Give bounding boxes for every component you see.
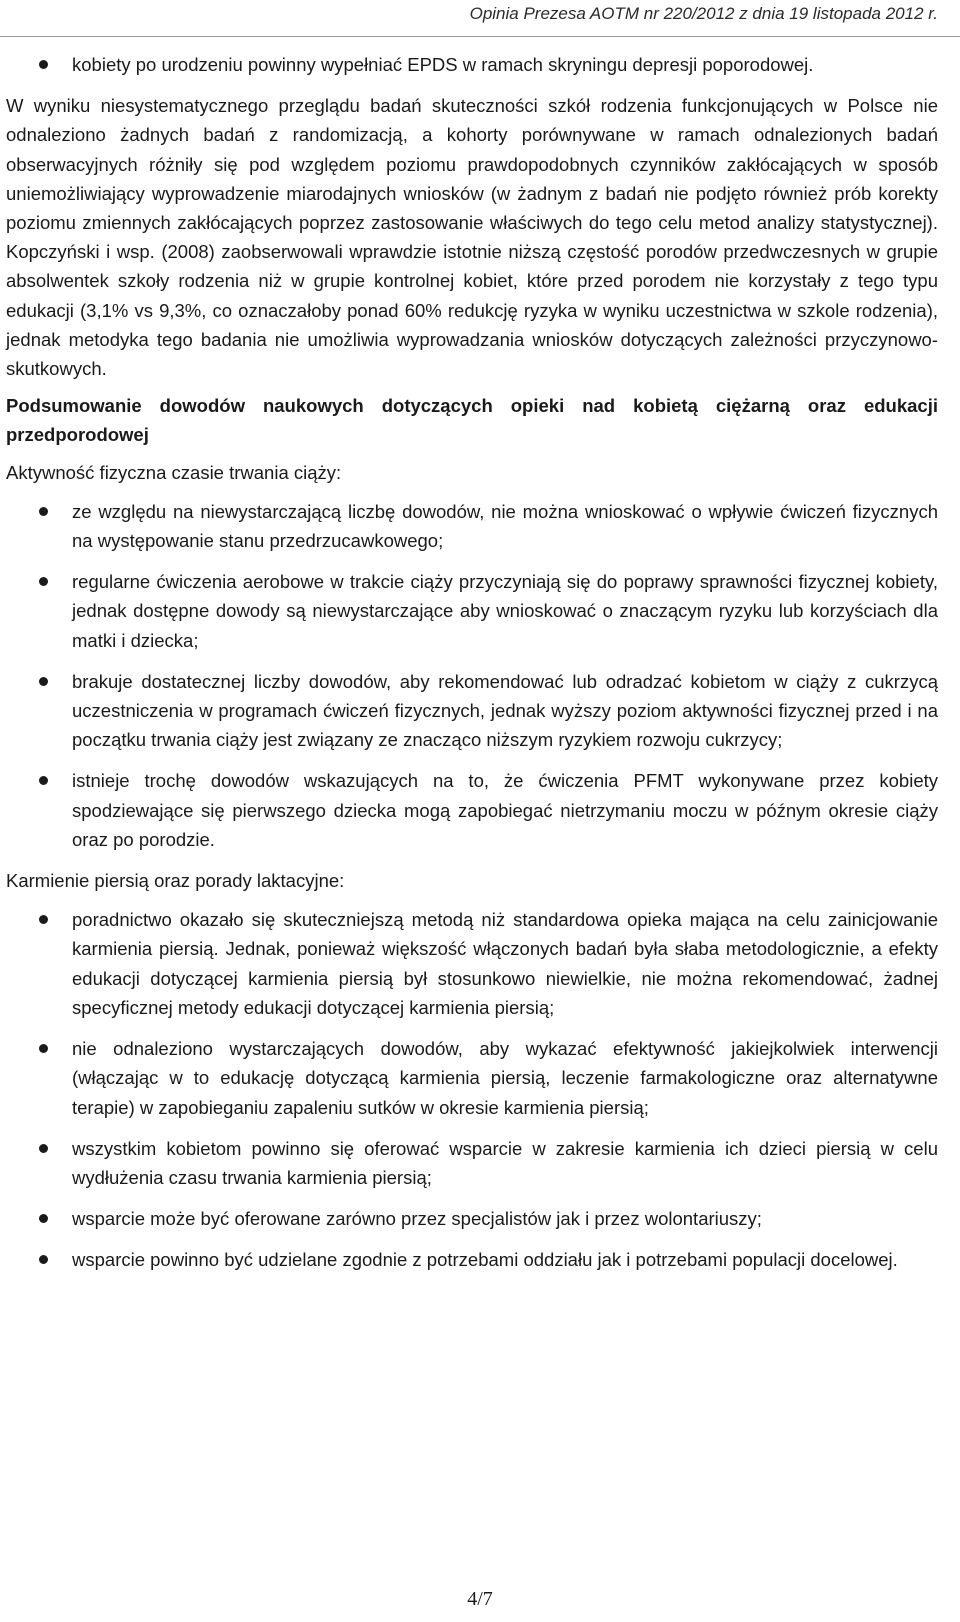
list-item-text: kobiety po urodzeniu powinny wypełniać EPDS w ramach skryningu depresji poporodowej. <box>72 54 814 75</box>
list-item <box>6 1134 938 1192</box>
intro-bullet-list <box>6 50 938 79</box>
list-item <box>6 1204 938 1233</box>
header-divider <box>0 36 960 37</box>
document-body <box>6 50 938 1287</box>
list-item-text: nie odnaleziono wystarczających dowodów, aby wykazać efektywność jakiejkolwiek interwencji (włączając w to edukację dotyczącą karmienia piersią, leczenie farmakologiczne oraz alternatywne terapie) w zapobieganiu zapaleniu sutków w okresie karmienia piersią; <box>72 1038 938 1118</box>
bullet-icon <box>39 507 48 516</box>
physical-activity-list <box>6 497 938 854</box>
bullet-icon <box>39 1044 48 1053</box>
section-label-physical-activity: Aktywność fizyczna czasie trwania ciąży: <box>6 461 342 483</box>
bullet-icon <box>39 776 48 785</box>
document-title: Opinia Prezesa AOTM nr 220/2012 z dnia 19 listopada 2012 r. <box>469 4 938 23</box>
list-item <box>6 497 938 555</box>
page-header <box>0 0 960 44</box>
list-item <box>6 905 938 1022</box>
list-item <box>6 766 938 854</box>
bullet-icon <box>39 60 48 69</box>
bullet-icon <box>39 577 48 586</box>
bullet-icon <box>39 1214 48 1223</box>
list-item-text: poradnictwo okazało się skuteczniejszą metodą niż standardowa opieka mająca na celu zainicjowanie karmienia piersią. Jednak, ponieważ większość włączonych badań była słaba metodologicznie, a efekty edukacji dotyczącej karmienia piersią był stosunkowo niewielkie, nie można rekomendować, żadnej specyficznej metody edukacji dotyczącej karmienia piersią; <box>72 909 938 1018</box>
body-paragraph: W wyniku niesystematycznego przeglądu badań skuteczności szkół rodzenia funkcjonujących w Polsce nie odnaleziono żadnych badań z randomizacją, a kohorty porównywane w ramach odnalezionych badań obserwacyjnych różniły się pod względem poziomu prawdopodobnych czynników zakłócających w sposób uniemożliwiający wyprowadzenie miarodajnych wniosków (w żadnym z badań nie podjęto również prób korekty poziomu zmiennych zakłócających poprzez zastosowanie właściwych do tego celu metod analizy statystycznej). Kopczyński i wsp. (2008) zaobserwowali wprawdzie istotnie niższą częstość porodów przedwczesnych w grupie absolwentek szkoły rodzenia niż w grupie kontrolnej kobiet, które przed porodem nie korzystały z tego typu edukacji (3,1% vs 9,3%, co oznaczałoby ponad 60% redukcję ryzyka w wyniku uczestnictwa w szkole rodzenia), jednak metodyka tego badania nie umożliwia wyprowadzania wniosków dotyczących zależności przyczynowo-skutkowych. <box>6 95 938 380</box>
breastfeeding-list <box>6 905 938 1274</box>
bullet-icon <box>39 915 48 924</box>
section-heading: Podsumowanie dowodów naukowych dotyczących opieki nad kobietą ciężarną oraz edukacji przedporodowej <box>6 395 938 446</box>
bullet-icon <box>39 1255 48 1264</box>
list-item <box>6 567 938 655</box>
list-item-text: wsparcie może być oferowane zarówno przez specjalistów jak i przez wolontariuszy; <box>72 1208 762 1230</box>
list-item <box>6 1034 938 1122</box>
list-item-text: ze względu na niewystarczającą liczbę dowodów, nie można wnioskować o wpływie ćwiczeń fizycznych na występowanie stanu przedrzucawkowego; <box>72 500 938 552</box>
list-item <box>6 667 938 755</box>
list-item-text: regularne ćwiczenia aerobowe w trakcie ciąży przyczyniają się do poprawy sprawności fizycznej kobiety, jednak dostępne dowody są niewystarczające aby wnioskować o znaczącym ryzyku lub korzyściach dla matki i dziecka; <box>72 571 938 651</box>
bullet-icon <box>39 677 48 686</box>
list-item-text: istnieje trochę dowodów wskazujących na to, że ćwiczenia PFMT wykonywane przez kobiety spodziewające się pierwszego dziecka mogą zapobiegać nietrzymaniu moczu w późnym okresie ciąży oraz po porodzie. <box>72 770 938 850</box>
list-item-text: brakuje dostatecznej liczby dowodów, aby rekomendować lub odradzać kobietom w ciąży z cukrzycą uczestniczenia w programach ćwiczeń fizycznych, jednak wyższy poziom aktywności fizycznej przed i na początku trwania ciąży jest związany ze znacząco niższym ryzykiem rozwoju cukrzycy; <box>72 670 938 751</box>
list-item <box>6 1245 938 1274</box>
list-item-text: wsparcie powinno być udzielane zgodnie z potrzebami oddziału jak i potrzebami populacji docelowej. <box>72 1249 898 1271</box>
list-item-text: wszystkim kobietom powinno się oferować wsparcie w zakresie karmienia ich dzieci piersią w celu wydłużenia czasu trwania karmienia piersią; <box>72 1137 938 1188</box>
list-item <box>6 50 938 79</box>
section-label-breastfeeding: Karmienie piersią oraz porady laktacyjne: <box>6 870 345 892</box>
bullet-icon <box>39 1144 48 1153</box>
page-number: 4/7 <box>467 1588 493 1610</box>
